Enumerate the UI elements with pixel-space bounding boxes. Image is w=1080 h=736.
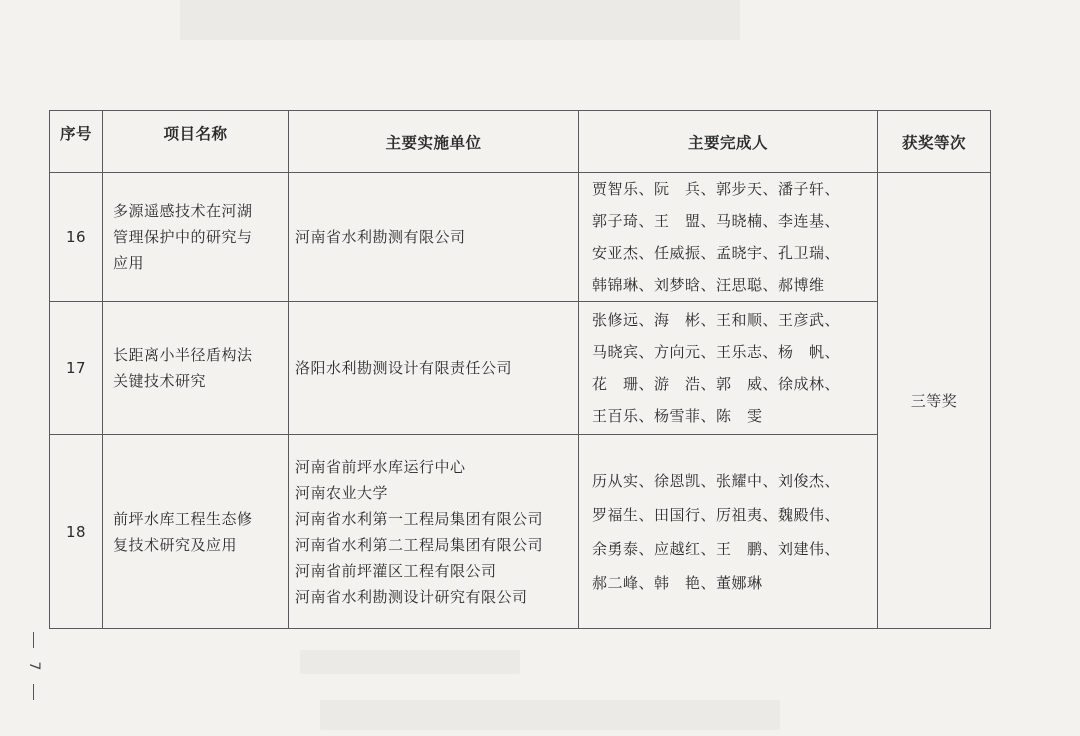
bleed-through-mark xyxy=(180,0,740,40)
bleed-through-mark xyxy=(300,650,520,674)
table-row xyxy=(50,302,991,435)
people-line: 郭子琦、王 盟、马晓楠、李连基、 xyxy=(592,212,841,230)
implementing-unit xyxy=(289,435,579,629)
page-number-value: 7 xyxy=(26,661,42,671)
project-name xyxy=(103,173,289,302)
project-name-line: 前坪水库工程生态修 xyxy=(113,509,253,528)
unit-line: 河南农业大学 xyxy=(295,483,389,502)
project-name-line: 管理保护中的研究与 xyxy=(113,228,253,246)
unit-line: 河南省前坪灌区工程有限公司 xyxy=(295,561,497,580)
people-line: 马晓宾、方向元、王乐志、杨 帆、 xyxy=(592,343,841,361)
project-name-line: 复技术研究及应用 xyxy=(113,535,238,554)
people-line: 余勇泰、应越红、王 鹏、刘建伟、 xyxy=(592,539,841,558)
people-line: 王百乐、杨雪菲、陈 雯 xyxy=(592,407,763,425)
people-line: 安亚杰、任威振、孟晓宇、孔卫瑞、 xyxy=(592,244,841,262)
project-name xyxy=(103,302,289,435)
unit-line: 河南省前坪水库运行中心 xyxy=(295,457,466,476)
people-line: 韩锦琳、刘梦晗、汪思聪、郝博维 xyxy=(592,276,825,294)
people-line: 罗福生、田国行、厉祖夷、魏殿伟、 xyxy=(592,505,841,524)
page-number xyxy=(26,632,42,700)
main-contributors xyxy=(579,302,878,435)
unit-line: 河南省水利第一工程局集团有限公司 xyxy=(295,509,544,528)
bleed-through-mark xyxy=(320,700,780,730)
header-project-name: 项目名称 xyxy=(103,111,289,173)
table-row xyxy=(50,173,991,302)
project-name xyxy=(103,435,289,629)
unit-line: 河南省水利勘测设计研究有限公司 xyxy=(295,587,528,606)
project-name-line: 应用 xyxy=(113,254,145,272)
project-name-line: 多源遥感技术在河湖 xyxy=(113,202,253,220)
unit-line: 河南省水利勘测有限公司 xyxy=(295,228,466,246)
people-line: 郝二峰、韩 艳、董娜琳 xyxy=(592,573,763,592)
people-line: 花 珊、游 浩、郭 威、徐成林、 xyxy=(592,375,841,393)
people-line: 历从实、徐恩凯、张耀中、刘俊杰、 xyxy=(592,471,841,490)
award-table xyxy=(49,110,991,629)
page-number-dash xyxy=(33,684,34,700)
unit-line: 河南省水利第二工程局集团有限公司 xyxy=(295,535,544,554)
people-line: 贾智乐、阮 兵、郭步天、潘子轩、 xyxy=(592,180,841,198)
project-name-line: 关键技术研究 xyxy=(113,372,207,390)
implementing-unit xyxy=(289,173,579,302)
header-award: 获奖等次 xyxy=(878,111,991,173)
row-number: 18 xyxy=(50,435,103,629)
implementing-unit xyxy=(289,302,579,435)
main-contributors xyxy=(579,435,878,629)
main-contributors xyxy=(579,173,878,302)
table-header-row xyxy=(50,111,991,173)
project-name-line: 长距离小半径盾构法 xyxy=(113,346,253,364)
people-line: 张修远、海 彬、王和顺、王彦武、 xyxy=(592,311,841,329)
unit-line: 洛阳水利勘测设计有限责任公司 xyxy=(295,359,513,377)
header-no: 序号 xyxy=(50,111,103,173)
header-unit: 主要实施单位 xyxy=(289,111,579,173)
page-number-dash xyxy=(33,632,34,648)
table-row xyxy=(50,435,991,629)
award-level: 三等奖 xyxy=(878,173,991,629)
header-people: 主要完成人 xyxy=(579,111,878,173)
row-number: 17 xyxy=(50,302,103,435)
row-number: 16 xyxy=(50,173,103,302)
